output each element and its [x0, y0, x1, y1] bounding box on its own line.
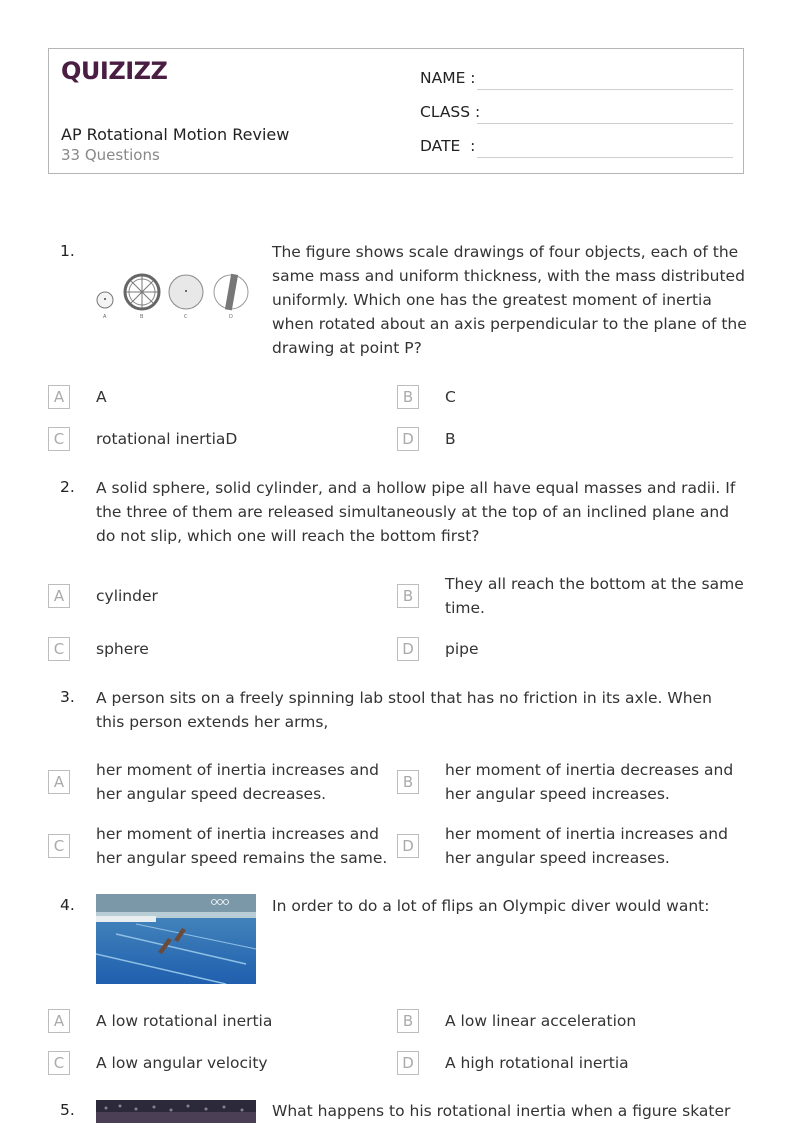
olympic-diver-photo: [96, 894, 256, 984]
option-text: sphere: [96, 640, 149, 658]
option-text: A low rotational inertia: [96, 1012, 273, 1030]
figure-label-c: C: [184, 314, 188, 320]
question-text: The figure shows scale drawings of four objects, each of the same mass and uniform thickness, with the mass distributed uniformly. Which one has the greatest moment of inertia when rotated about an axis perpendicular to the plane of the drawing at point P?: [272, 243, 747, 357]
option-letter-d[interactable]: D: [397, 427, 419, 451]
option-letter-a[interactable]: A: [48, 584, 70, 608]
question-number: 3.: [60, 688, 75, 706]
option-text: A high rotational inertia: [445, 1054, 629, 1072]
name-line[interactable]: [477, 89, 733, 90]
option-text: C: [445, 388, 456, 406]
option-letter-c[interactable]: C: [48, 834, 70, 858]
question-text: A solid sphere, solid cylinder, and a hollow pipe all have equal masses and radii. If the three of them are released simultaneously at the top of an inclined plane and do not slip, which one will reach the bottom first?: [96, 479, 736, 545]
question-number: 1.: [60, 242, 75, 260]
option-text: cylinder: [96, 587, 158, 605]
option-text: pipe: [445, 640, 479, 658]
option-letter-b[interactable]: B: [397, 770, 419, 794]
date-line[interactable]: [477, 157, 733, 158]
option-text: her moment of inertia increases and her angular speed increases.: [445, 825, 728, 867]
date-label: DATE :: [420, 137, 476, 155]
option-text: B: [445, 430, 456, 448]
option-letter-a[interactable]: A: [48, 770, 70, 794]
option-letter-d[interactable]: D: [397, 1051, 419, 1075]
option-letter-b[interactable]: B: [397, 1009, 419, 1033]
figure-label-d: D: [229, 314, 233, 320]
option-letter-d[interactable]: D: [397, 637, 419, 661]
option-text: her moment of inertia decreases and her angular speed increases.: [445, 761, 734, 803]
question-text: What happens to his rotational inertia when a figure skater: [272, 1102, 731, 1120]
four-objects-diagram: [92, 268, 254, 324]
option-letter-b[interactable]: B: [397, 584, 419, 608]
option-letter-c[interactable]: C: [48, 637, 70, 661]
option-letter-b[interactable]: B: [397, 385, 419, 409]
option-text: her moment of inertia increases and her angular speed remains the same.: [96, 825, 388, 867]
option-letter-c[interactable]: C: [48, 1051, 70, 1075]
option-letter-d[interactable]: D: [397, 834, 419, 858]
option-text: They all reach the bottom at the same time.: [445, 575, 744, 617]
option-text: rotational inertiaD: [96, 430, 238, 448]
worksheet-header: [48, 48, 744, 174]
question-number: 4.: [60, 896, 75, 914]
question-text: A person sits on a freely spinning lab stool that has no friction in its axle. When this person extends her arms,: [96, 689, 712, 731]
figure-skater-photo: [96, 1100, 256, 1123]
option-letter-a[interactable]: A: [48, 385, 70, 409]
question-count: 33 Questions: [61, 146, 160, 164]
figure-label-a: A: [103, 314, 107, 320]
option-text: A low angular velocity: [96, 1054, 268, 1072]
question-number: 5.: [60, 1101, 75, 1119]
question-number: 2.: [60, 478, 75, 496]
option-text: A: [96, 388, 107, 406]
quizizz-logo: QUIZIZZ: [61, 57, 168, 85]
class-line[interactable]: [477, 123, 733, 124]
worksheet-title: AP Rotational Motion Review: [61, 125, 290, 144]
option-text: her moment of inertia increases and her angular speed decreases.: [96, 761, 379, 803]
figure-label-b: B: [140, 314, 144, 320]
class-label: CLASS :: [420, 103, 481, 121]
option-letter-a[interactable]: A: [48, 1009, 70, 1033]
name-label: NAME :: [420, 69, 476, 87]
question-text: In order to do a lot of flips an Olympic diver would want:: [272, 897, 710, 915]
option-text: A low linear acceleration: [445, 1012, 637, 1030]
option-letter-c[interactable]: C: [48, 427, 70, 451]
